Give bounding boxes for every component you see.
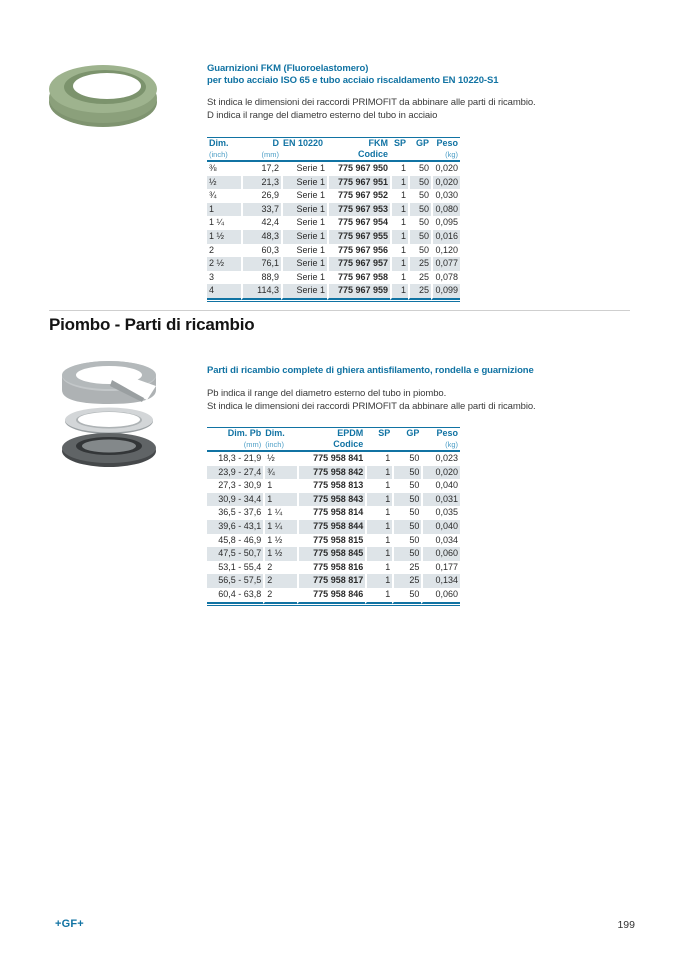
- table-cell: 1: [390, 230, 408, 244]
- col-spacer: [408, 149, 431, 162]
- table-cell: 0,060: [421, 547, 460, 561]
- table-body: [207, 452, 460, 604]
- table-cell: 50: [392, 520, 421, 534]
- table-cell: 1: [390, 284, 408, 300]
- col-header-fkm: FKM: [368, 138, 388, 148]
- table-cell: 775 958 844: [297, 520, 366, 534]
- table-cell: Serie 1: [281, 244, 327, 258]
- table-row: [207, 452, 460, 466]
- table-cell: 775 958 846: [297, 588, 366, 604]
- table-cell: 60,3: [241, 244, 281, 258]
- col-unit-mm: (mm): [241, 149, 281, 162]
- table-cell: 2: [263, 574, 296, 588]
- page-heading-piombo: Piombo - Parti di ricambio: [49, 315, 255, 334]
- section-divider: [49, 310, 630, 311]
- table-cell: 1 ¼: [209, 217, 225, 228]
- table-cell: 775 967 953: [327, 203, 390, 217]
- table-cell: 0,040: [421, 520, 460, 534]
- table-cell: 775 958 841: [297, 452, 366, 466]
- fkm-product-table: [207, 137, 460, 300]
- table-cell: 0,078: [431, 271, 460, 285]
- table-row: [207, 574, 460, 588]
- col-unit-inch: (inch): [263, 439, 296, 452]
- col-header-d: D: [272, 138, 279, 148]
- table-cell: 25: [408, 257, 431, 271]
- table-cell: 0,040: [421, 479, 460, 493]
- table-cell: 775 958 843: [297, 493, 366, 507]
- table-cell: 1: [365, 466, 392, 480]
- col-header-sp: SP: [393, 138, 406, 148]
- table-cell: 0,035: [421, 506, 460, 520]
- table-header: [207, 428, 460, 452]
- table-cell: 42,4: [241, 216, 281, 230]
- section-body-piombo: [207, 388, 536, 413]
- table-cell: 50: [408, 244, 431, 258]
- table-cell: 0,060: [421, 588, 460, 604]
- table-cell: 1: [390, 203, 408, 217]
- table-cell: 50: [408, 216, 431, 230]
- table-row: [207, 189, 460, 203]
- table-cell: Serie 1: [281, 176, 327, 190]
- table-row: [207, 176, 460, 190]
- table-cell: 25: [408, 284, 431, 300]
- table-row: [207, 230, 460, 244]
- table-cell: Serie 1: [281, 271, 327, 285]
- title-line: per tubo acciaio ISO 65 e tubo acciaio riscaldamento EN 10220-S1: [207, 75, 499, 86]
- table-cell: 2 ½: [207, 257, 241, 271]
- col-unit-mm: (mm): [207, 439, 263, 452]
- table-cell: 1: [365, 547, 392, 561]
- table-cell: 0,020: [421, 466, 460, 480]
- table-row: [207, 561, 460, 575]
- table-cell: 3: [209, 271, 215, 282]
- table-cell: 0,030: [431, 189, 460, 203]
- page-number: 199: [617, 919, 635, 931]
- table-row: [207, 493, 460, 507]
- table-row: [207, 534, 460, 548]
- table-cell: 1: [365, 493, 392, 507]
- table-cell: 1: [365, 479, 392, 493]
- table-row: [207, 506, 460, 520]
- section-body-fkm: [207, 97, 536, 122]
- table-cell: 1: [365, 506, 392, 520]
- body-line: St indica le dimensioni dei raccordi PRIMOFIT da abbinare alle parti di ricambio.: [207, 97, 536, 108]
- table-cell: 50: [408, 189, 431, 203]
- title-line: Guarnizioni FKM (Fluoroelastomero): [207, 63, 369, 74]
- table-cell: 1: [390, 257, 408, 271]
- table-cell: 50: [392, 588, 421, 604]
- table-body: [207, 162, 460, 300]
- col-spacer: [281, 149, 327, 162]
- col-unit-kg: (kg): [431, 149, 460, 162]
- table-cell: 56,5 - 57,5: [207, 574, 263, 588]
- table-cell: 775 958 842: [297, 466, 366, 480]
- table-cell: 50: [408, 176, 431, 190]
- table-cell: ¾: [209, 190, 217, 201]
- table-cell: 775 967 958: [327, 271, 390, 285]
- table-cell: 45,8 - 46,9: [218, 534, 262, 545]
- table-cell: 1 ½: [207, 230, 241, 244]
- table-cell: 1: [390, 189, 408, 203]
- table-cell: ⅜: [209, 163, 217, 173]
- table-cell: 0,031: [421, 493, 460, 507]
- table-row: [207, 257, 460, 271]
- table-cell: 775 967 957: [327, 257, 390, 271]
- table-cell: 775 958 813: [297, 479, 366, 493]
- table-row: [207, 203, 460, 217]
- col-header-codice: Codice: [297, 439, 366, 452]
- table-cell: 2: [209, 244, 215, 255]
- table-cell: 775 967 954: [327, 216, 390, 230]
- table-cell: ½: [207, 176, 241, 190]
- table-cell: 50: [392, 479, 421, 493]
- table-cell: 4: [207, 284, 241, 300]
- table-cell: 76,1: [241, 257, 281, 271]
- table-cell: 1: [365, 574, 392, 588]
- body-line: D indica il range del diametro esterno del tubo in acciaio: [207, 109, 438, 121]
- piombo-product-table: [207, 427, 460, 604]
- col-header-peso: Peso: [436, 138, 458, 148]
- body-line: Pb indica il range del diametro esterno del tubo in piombo.: [207, 388, 447, 399]
- table-cell: 50: [392, 466, 421, 480]
- table-cell: 53,1 - 55,4: [218, 561, 262, 572]
- table-cell: 0,134: [421, 574, 460, 588]
- body-line: St indica le dimensioni dei raccordi PRIMOFIT da abbinare alle parti di ricambio.: [207, 400, 536, 412]
- table-cell: 775 967 955: [327, 230, 390, 244]
- col-unit-inch: (inch): [207, 149, 241, 162]
- table-cell: 50: [408, 203, 431, 217]
- table-cell: 50: [408, 230, 431, 244]
- table-cell: 50: [392, 452, 421, 466]
- table-cell: 23,9 - 27,4: [207, 466, 263, 480]
- table-cell: 50: [392, 547, 421, 561]
- table-cell: Serie 1: [281, 257, 327, 271]
- table-cell: 1: [365, 520, 392, 534]
- table-cell: 36,5 - 37,6: [218, 507, 262, 518]
- table-cell: 18,3 - 21,9: [218, 453, 262, 463]
- section-title-piombo: Parti di ricambio complete di ghiera antisfilamento, rondella e guarnizione: [207, 365, 534, 376]
- table-row: [207, 244, 460, 258]
- table-cell: 50: [408, 162, 431, 176]
- spare-parts-image: [52, 356, 167, 468]
- table-cell: 25: [392, 561, 421, 575]
- table-row: [207, 162, 460, 176]
- col-header-dim: Dim.: [265, 428, 285, 438]
- table-row: [207, 271, 460, 285]
- table-cell: 0,020: [431, 162, 460, 176]
- table-cell: 775 967 950: [327, 162, 390, 176]
- table-cell: 39,6 - 43,1: [207, 520, 263, 534]
- col-spacer: [390, 149, 408, 162]
- piombo-table: [207, 427, 460, 606]
- table-cell: 50: [392, 493, 421, 507]
- table-row: [207, 547, 460, 561]
- table-cell: 25: [392, 574, 421, 588]
- table-cell: 1 ½: [263, 547, 296, 561]
- col-header-codice: Codice: [327, 149, 390, 162]
- section-title-fkm: [207, 63, 498, 87]
- table-cell: 0,077: [431, 257, 460, 271]
- table-cell: 60,4 - 63,8: [207, 588, 263, 604]
- fkm-gasket-image: [46, 58, 164, 130]
- table-cell: Serie 1: [281, 230, 327, 244]
- table-cell: 114,3: [241, 284, 281, 300]
- col-spacer: [365, 439, 392, 452]
- table-row: [207, 520, 460, 534]
- table-cell: 30,9 - 34,4: [207, 493, 263, 507]
- table-cell: Serie 1: [281, 162, 327, 176]
- table-cell: 1: [390, 176, 408, 190]
- table-row: [207, 284, 460, 300]
- table-cell: 775 967 956: [327, 244, 390, 258]
- table-cell: 0,177: [421, 561, 460, 575]
- table-cell: Serie 1: [281, 189, 327, 203]
- table-cell: Serie 1: [281, 203, 327, 217]
- col-header-en10220: EN 10220: [283, 138, 324, 148]
- table-cell: 26,9: [241, 189, 281, 203]
- table-cell: 0,120: [431, 244, 460, 258]
- table-cell: 2: [263, 561, 296, 575]
- table-cell: 775 958 816: [297, 561, 366, 575]
- table-cell: 27,3 - 30,9: [218, 480, 262, 491]
- table-cell: 1: [365, 534, 392, 548]
- table-cell: 1 ½: [263, 534, 296, 548]
- col-header-dim: Dim.: [209, 138, 229, 148]
- table-cell: 0,023: [421, 452, 460, 466]
- table-cell: 17,2: [241, 162, 281, 176]
- table-cell: 775 958 845: [297, 547, 366, 561]
- col-header-dim-pb: Dim. Pb: [227, 428, 262, 438]
- table-cell: 0,080: [431, 203, 460, 217]
- table-cell: 775 967 951: [327, 176, 390, 190]
- table-cell: 1: [207, 203, 241, 217]
- table-cell: 775 958 815: [297, 534, 366, 548]
- col-header-peso: Peso: [436, 428, 458, 438]
- table-cell: 775 958 814: [297, 506, 366, 520]
- table-cell: 775 967 959: [327, 284, 390, 300]
- table-cell: 50: [392, 534, 421, 548]
- col-spacer: [392, 439, 421, 452]
- table-cell: 1 ¼: [263, 520, 296, 534]
- table-header: [207, 138, 460, 162]
- table-cell: 1: [263, 493, 296, 507]
- table-cell: Serie 1: [281, 284, 327, 300]
- table-cell: 1: [365, 452, 392, 466]
- table-cell: 50: [392, 506, 421, 520]
- col-header-gp: GP: [406, 428, 420, 438]
- table-row: [207, 466, 460, 480]
- table-cell: 775 958 817: [297, 574, 366, 588]
- table-cell: 47,5 - 50,7: [207, 547, 263, 561]
- table-cell: 0,020: [431, 176, 460, 190]
- col-header-gp: GP: [415, 138, 429, 148]
- table-cell: 33,7: [241, 203, 281, 217]
- table-row: [207, 588, 460, 604]
- table-cell: 2: [263, 588, 296, 604]
- table-row: [207, 216, 460, 230]
- table-cell: ½: [263, 452, 296, 466]
- table-cell: 1: [365, 588, 392, 604]
- table-cell: 0,095: [431, 216, 460, 230]
- gf-logo: +GF+: [55, 918, 84, 930]
- table-cell: 1: [365, 561, 392, 575]
- table-cell: 775 967 952: [327, 189, 390, 203]
- table-cell: 1: [390, 216, 408, 230]
- fkm-table: [207, 137, 460, 302]
- table-cell: 1 ¼: [263, 506, 296, 520]
- table-cell: 88,9: [241, 271, 281, 285]
- table-cell: 1: [263, 479, 296, 493]
- table-cell: 1: [390, 162, 408, 176]
- table-row: [207, 479, 460, 493]
- table-cell: ¾: [263, 466, 296, 480]
- col-unit-kg: (kg): [421, 439, 460, 452]
- table-cell: 21,3: [241, 176, 281, 190]
- table-cell: 0,034: [421, 534, 460, 548]
- table-cell: 25: [408, 271, 431, 285]
- table-cell: 48,3: [241, 230, 281, 244]
- table-cell: Serie 1: [281, 216, 327, 230]
- table-cell: 0,016: [431, 230, 460, 244]
- table-cell: 1: [390, 271, 408, 285]
- col-header-epdm: EPDM: [337, 428, 364, 438]
- table-cell: 0,099: [431, 284, 460, 300]
- col-header-sp: SP: [378, 428, 391, 438]
- table-cell: 1: [390, 244, 408, 258]
